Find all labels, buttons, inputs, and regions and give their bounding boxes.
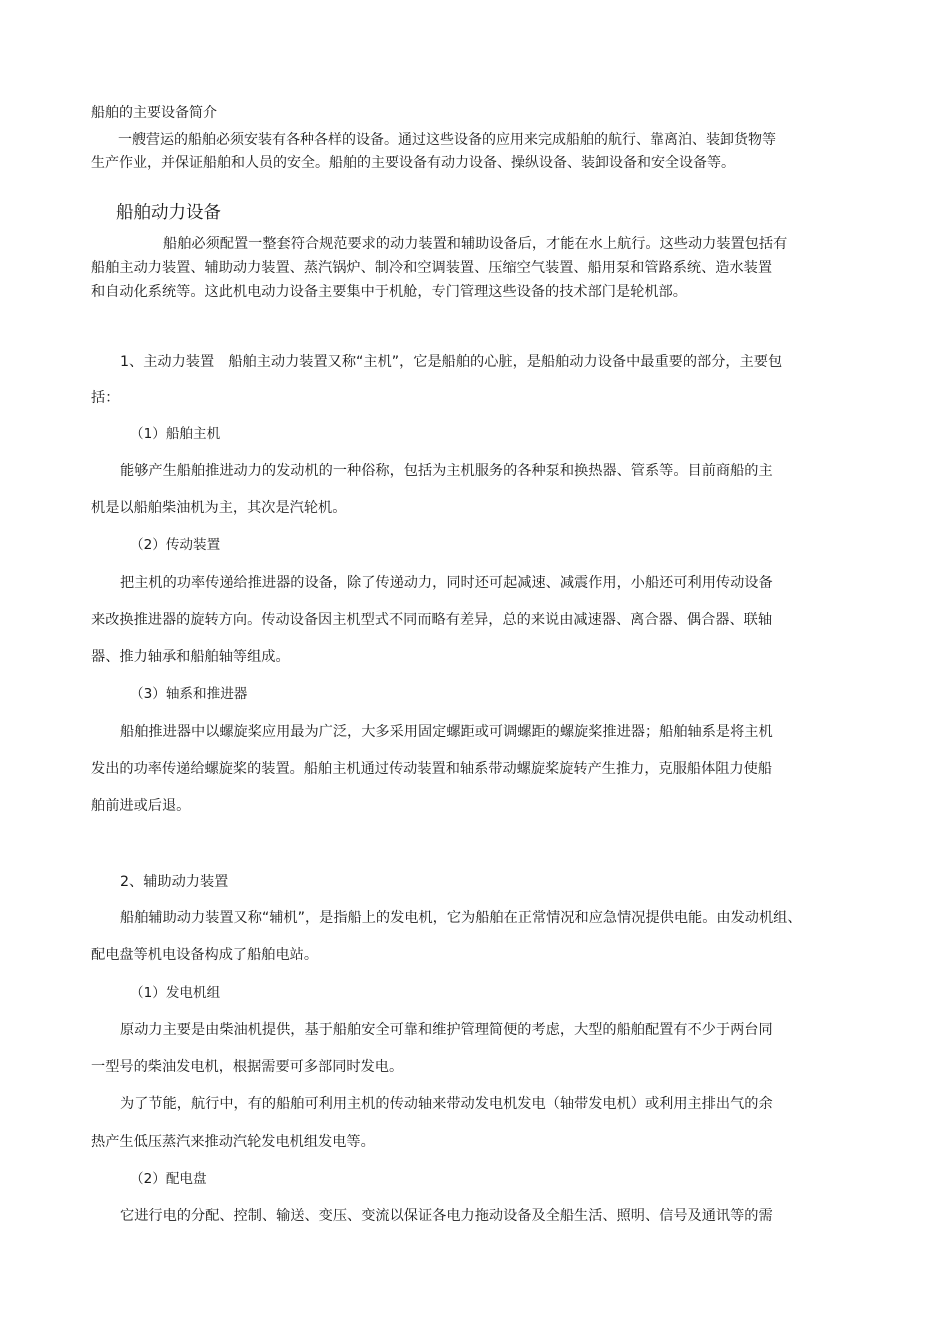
paragraph-line: 船舶辅助动力装置又称“辅机”，是指船上的发电机，它为船舶在正常情况和应急情况提供电能。由发动机组、 — [120, 910, 802, 926]
paragraph-line: 热产生低压蒸汽来推动汽轮发电机组发电等。 — [91, 1134, 375, 1150]
paragraph-line: 船舶主动力装置、辅助动力装置、蒸汽锅炉、制冷和空调装置、压缩空气装置、船用泵和管路系统、造水装置 — [91, 260, 773, 276]
paragraph-line: 和自动化系统等。这此机电动力设备主要集中于机舱，专门管理这些设备的技术部门是轮机部。 — [91, 284, 687, 300]
paragraph-line: 一型号的柴油发电机，根据需要可多部同时发电。 — [91, 1059, 404, 1075]
subsection-title: （2）传动装置 — [130, 537, 221, 553]
paragraph-line: 配电盘等机电设备构成了船舶电站。 — [91, 947, 319, 963]
paragraph-line: 为了节能，航行中，有的船舶可利用主机的传动轴来带动发电机发电（轴带发电机）或利用主排出气的余 — [120, 1096, 773, 1112]
paragraph-line: 括： — [91, 390, 120, 406]
section-subheading: 2、辅助动力装置 — [120, 874, 229, 890]
paragraph-line: 它进行电的分配、控制、输送、变压、变流以保证各电力拖动设备及全船生活、照明、信号及通讯等的需 — [120, 1208, 773, 1224]
section-heading: 船舶动力设备 — [116, 203, 221, 223]
paragraph-line: 1、主动力装置 船舶主动力装置又称“主机”，它是船舶的心脏，是船舶动力设备中最重要的部分，主要包 — [120, 354, 783, 370]
paragraph-line: 器、推力轴承和船舶轴等组成。 — [91, 649, 290, 665]
paragraph-line: 舶前进或后退。 — [91, 798, 191, 814]
paragraph-line: 船舶必须配置一整套符合规范要求的动力装置和辅助设备后，才能在水上航行。这些动力装置包括有 — [163, 236, 788, 252]
intro-paragraph-line: 生产作业，并保证船舶和人员的安全。船舶的主要设备有动力设备、操纵设备、装卸设备和安全设备等。 — [91, 155, 735, 171]
paragraph-line: 原动力主要是由柴油机提供，基于船舶安全可靠和维护管理简便的考虑，大型的船舶配置有不少于两台同 — [120, 1022, 773, 1038]
subsection-title: （2）配电盘 — [130, 1171, 207, 1187]
paragraph-line: 来改换推进器的旋转方向。传动设备因主机型式不同而略有差异，总的来说由减速器、离合器、偶合器、联轴 — [91, 612, 773, 628]
paragraph-line: 船舶推进器中以螺旋桨应用最为广泛，大多采用固定螺距或可调螺距的螺旋桨推进器；船舶轴系是将主机 — [120, 724, 773, 740]
document-title: 船舶的主要设备简介 — [91, 105, 217, 121]
subsection-title: （3）轴系和推进器 — [130, 686, 248, 702]
paragraph-line: 把主机的功率传递给推进器的设备，除了传递动力，同时还可起减速、减震作用，小船还可利用传动设备 — [120, 575, 773, 591]
paragraph-line: 能够产生船舶推进动力的发动机的一种俗称，包括为主机服务的各种泵和换热器、管系等。目前商船的主 — [120, 463, 773, 479]
paragraph-line: 发出的功率传递给螺旋桨的装置。船舶主机通过传动装置和轴系带动螺旋桨旋转产生推力，克服船体阻力使船 — [91, 761, 773, 777]
subsection-title: （1）发电机组 — [130, 985, 221, 1001]
subsection-title: （1）船舶主机 — [130, 426, 221, 442]
paragraph-line: 机是以船舶柴油机为主，其次是汽轮机。 — [91, 500, 347, 516]
intro-paragraph-line: 一艘营运的船舶必须安装有各种各样的设备。通过这些设备的应用来完成船舶的航行、靠离泊、装卸货物等 — [118, 132, 776, 148]
